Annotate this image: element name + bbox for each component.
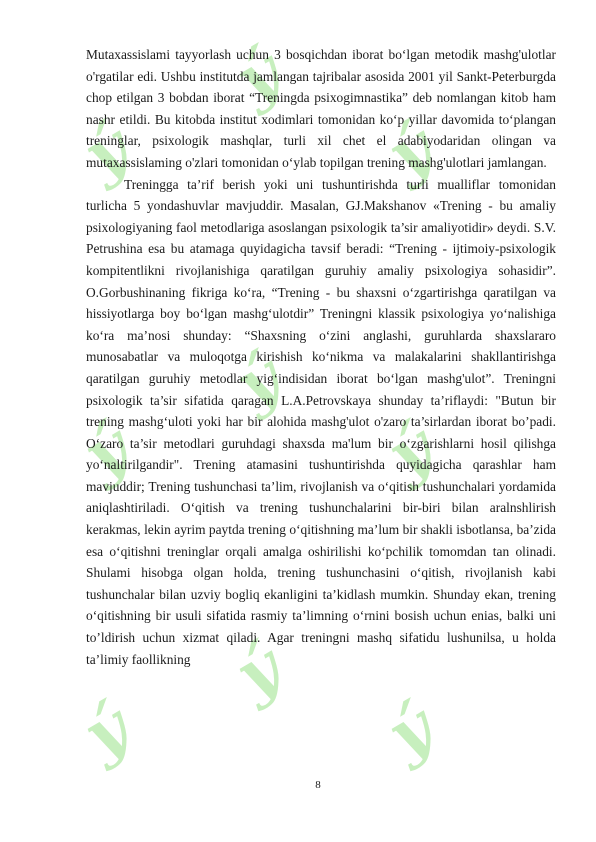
watermark-glyph: ý xyxy=(223,339,294,424)
page-number: 8 xyxy=(315,779,321,791)
paragraph: Treningga ta’rif berish yoki uni tushuntirishda turli mualliflar tomonidan turlicha 5 yondashuvlar mavjuddir. Masalan, GJ.Makshanov «Trening - bu amaliy psixologiyaning faol metodlariga asoslangan psixologik ta’sir amaliyotidir» deydi. S.V. Petrushina esa bu atamaga quyidagicha tavsif beradi: “Trening - ijtimoiy-psixologik kompitentlikni rivojlanishiga qaratilgan guruhiy amaliy psixologiya sohasidir”. O.Gorbushinaning fikriga ko‘ra, “Trening - bu shaxsni o‘zgartirishga qaratilgan va hissiyotlarga boy bo‘lgan mashg‘ulotdir” Treningni klassik psixologiya yo‘nalishiga ko‘ra ma’nosi shunday: “Shaxsning o‘zini anglashi, guruhlarda shaxslararo munosabatlar va muloqotga kirishish ko‘nikma va malakalarini shakllantirishga qaratilgan guruhiy metodlar yig‘indisidan iborat bo‘lgan mashg'ulot”. Treningni psixologik ta’sir sifatida qaragan L.A.Petrovskaya shunday ta’riflaydi: "Butun bir trening mashg‘uloti yoki har bir alohida mashg'ulot o'zaro ta’sirlardan iborat bo’padi. O‘zaro ta’sir metodlari guruhdagi shaxsda ma'lum bir o‘zgarishlarni hosil qilishga yo‘naltirilgandir". Trening atamasini tushuntirishda quyidagicha qarashlar ham mavjuddir; Trening tushunchasi ta’lim, rivojlanish va o‘qitish tushunchalari yordamida aniqlashtiriladi. O‘qitish va trening tushunchalarini bir-biri bilan aralnshlirish kerakmas, lekin ayrim paytda trening o‘qitishning ma’lum bir shakli isbotlansa, ba’zida esa o‘qitishni treninglar orqali amalga oshirilishi ko‘pchilik tomomdan tan olinadi. Shulami hisobga olgan holda, trening tushunchasini o‘qitish, rivojlanish kabi tushunchalar bilan uzviy bogliq ekanligini ta’kidlash mumkin. Shunday ekan, trening o‘qitishning bir usuli sifatida rasmiy ta’limning o‘rnini bosish uchun enias, balki uni to’ldirish uchun xizmat qiladi. Agar treningni mashq sifatidu lushunilsa, u holda ta’limiy faollikning xyxy=(86,176,556,667)
watermark-glyph: ý xyxy=(223,629,294,714)
watermark-glyph: ý xyxy=(71,109,142,194)
watermark-glyph: ý xyxy=(71,409,142,494)
watermark-glyph: ý xyxy=(375,409,446,494)
page-body xyxy=(86,44,556,670)
watermark-glyph: ý xyxy=(375,109,446,194)
watermark-glyph: ý xyxy=(71,689,142,774)
watermark-glyph: ý xyxy=(375,689,446,774)
watermark-glyph: ý xyxy=(223,34,294,119)
paragraph: Mutaxassislami tayyorlash uchun 3 bosqichdan iborat bo‘lgan metodik mashg'ulotlar o'rgatilar edi. Ushbu institutda jamlangan tajribalar asosida 2001 yil Sankt-Peterburgda chop etilgan 3 bobdan iborat “Treningda psixogimnastika” deb nomlangan kitob ham nashr etildi. Bu kitobda institut xodimlari tomonidan ko‘p yillar davomida to‘plangan treninglar, psixologik mashqlar, turli xil chet el adabiyodaridan olingan va mutaxassislaming o'zlari tomonidan o‘ylab topilgan trening mashg'ulotlari jamlangan. xyxy=(86,47,556,170)
